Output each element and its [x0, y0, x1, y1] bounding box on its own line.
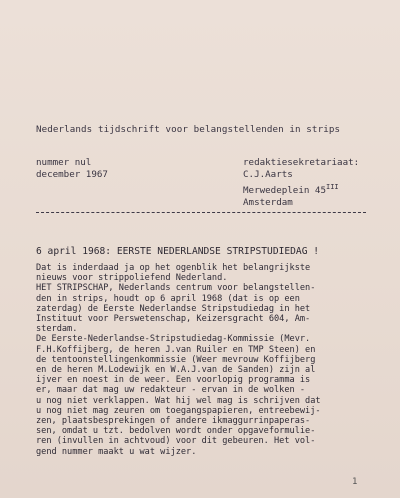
body-line: u nog niet verklappen. Wat hij wel mag is schrijven dat: [36, 395, 321, 406]
editorial-address: [243, 157, 359, 209]
body-line: nieuws voor strippoliefend Nederland.: [36, 273, 228, 284]
body-line: gend nummer maakt u wat wijzer.: [36, 446, 197, 457]
body-line: u nog niet mag zeuren om toegangspapieren, entreebewij-: [36, 405, 321, 416]
body-line: ren (invullen in achtvoud) voor dit gebeuren. Het vol-: [36, 436, 316, 447]
issue-date: december 1967: [36, 169, 108, 180]
editor-street: Merwedeplein $45^{III}$: [243, 183, 339, 196]
editor-floor: III: [325, 183, 339, 191]
body-line: Instituut voor Perswetenschap, Keizersgracht 604, Am-: [36, 314, 311, 325]
body-line: F.H.Koffijberg, de heren J.van Ruiler en TMP Steen) en: [36, 344, 316, 355]
body-line: er, maar dat mag uw redakteur - ervan in de wolken -: [36, 385, 306, 396]
body-line: Dat is inderdaad ja op het ogenblik het belangrijkste: [36, 263, 311, 273]
body-line: en de heren M.Lodewijk en W.A.J.van de Sanden) zijn al: [36, 365, 316, 376]
body-line: sen, omdat u tzt. bedolven wordt onder opgaveformulie-: [36, 426, 316, 437]
editorial-label: redaktiesekretariaat:: [243, 157, 360, 168]
article-body: [36, 263, 366, 457]
editor-name: C.J.Aarts: [243, 169, 293, 180]
magazine-subtitle: Nederlands tijdschrift voor belangstellenden in strips: [36, 124, 341, 135]
body-line: den in strips, houdt op 6 april 1968 (dat is op een: [36, 293, 300, 304]
article-heading: 6 april 1968: EERSTE NEDERLANDSE STRIPSTUDIEDAG !: [36, 246, 320, 257]
body-line: HET STRIPSCHAP, Nederlands centrum voor belangstellen-: [36, 283, 316, 294]
dashed-divider: [36, 212, 366, 213]
body-line: de tentoonstellingenkommissie (Weer mevrouw Koffijberg: [36, 354, 316, 365]
body-line: ijver en noest in de weer. Een voorlopig programma is: [36, 375, 311, 386]
body-line: De Eerste-Nederlandse-Stripstudiedag-Kommissie (Mevr.: [36, 334, 311, 345]
body-line: zaterdag) de Eerste Nederlandse Stripstudiedag in het: [36, 303, 311, 314]
body-line: sterdam.: [36, 324, 78, 335]
page-number: 1: [352, 477, 358, 487]
body-line: zen, plaatsbesprekingen of andere ikmaggurrinpaperas-: [36, 416, 311, 427]
editor-city: Amsterdam: [243, 197, 293, 208]
issue-number: nummer nul: [36, 157, 92, 168]
issue-info: [36, 157, 108, 181]
